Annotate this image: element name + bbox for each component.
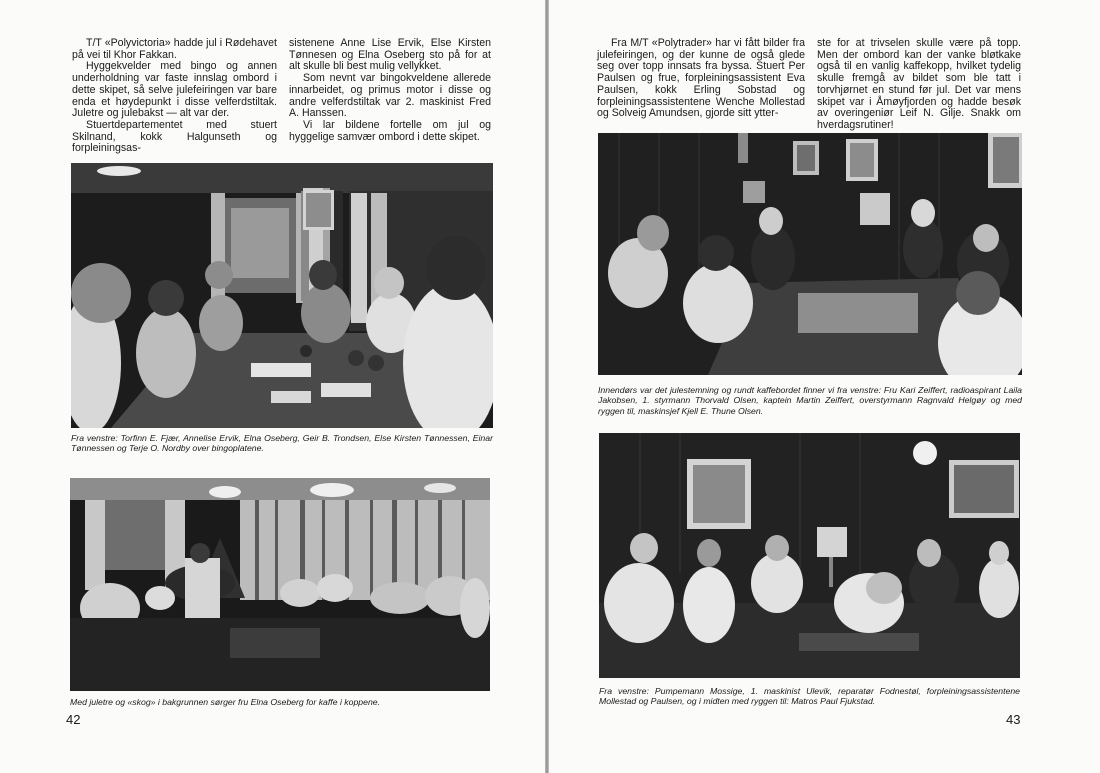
paragraph: Hyggekvelder med bingo og annen underholdning var faste innslag ombord i dette skipet, så selve julefeiringen var bare enda et høydepunkt i disse velferdstiltak. Juletre og julebakst — alt var der. [72,60,277,120]
page-number: 43 [1006,712,1021,727]
left-caption-2: Med juletre og «skog» i bakgrunnen sørger fru Elna Oseberg for kaffe i koppene. [70,697,381,707]
left-text-column-2 [289,38,491,143]
right-caption-1: Innendørs var det julestemning og rundt kaffebordet finner vi fra venstre: Fru Kari Zeiffert, radioaspirant Laila Jakobsen, 1. styrmann Thorvald Olsen, kaptein Martin Zeiffert, overstyrmann Ragnvald Helgøy og med ryggen til, maskinsjef Kjell E. Thune Olsen. [598,385,1022,416]
right-text-column-1 [597,38,805,120]
photo-bingo-table [71,163,493,428]
paragraph: Som nevnt var bingokveldene allerede innarbeidet, og primus motor i disse og andre velferdstiltak var 2. maskinist Fred A. Hanssen. [289,72,491,120]
photo-lounge-officers [599,433,1020,678]
page-number: 42 [66,712,81,727]
paragraph: Fra M/T «Polytrader» har vi fått bilder fra julefeiringen, og der kunne de også glede seg over topp innsats fra byssa. Stuert Per Paulsen og frue, forpleiningsassistent Eva Paulsen, kokk Erling Sobstad og forpleiningsassistentene Wenche Mollestad og Solveig Amundsen, gjorde sitt ytter- [597,37,805,120]
paragraph: Vi lar bildene fortelle om jul og hyggelige samvær ombord i dette skipet. [289,118,491,143]
paragraph: ste for at trivselen skulle være på topp. Men der ombord kan der vanke bløtkake også til en vanlig kaffekopp, hvilket tydelig skulle fremgå av bildet som ble tatt i torvhjørnet en stund før jul. Det var mens skipet var i Åmøyfjorden og hadde besøk av overingeniør Leif N. Gilje. Snakk om hverdagsrutiner! [817,37,1021,131]
right-page [549,0,1100,773]
photo-christmas-tree-forest [70,478,490,691]
paragraph: Stuertdepartementet med stuert Skilnand, kokk Halgunseth og forpleiningsas- [72,118,277,155]
left-text-column-1 [72,38,277,155]
right-caption-2: Fra venstre: Pumpemann Mossige, 1. maskinist Ulevik, reparatør Fodnestøl, forpleiningsassistentene Mollestad og Paulsen, og i midten med ryggen til: Matros Paul Fjukstad. [599,686,1020,707]
left-caption-1: Fra venstre: Torfinn E. Fjær, Annelise Ervik, Elna Oseberg, Geir B. Trondsen, Else Kirsten Tønnessen, Einar Tønnessen og Terje O. Nordby over bingoplatene. [71,433,493,454]
paragraph: sistenene Anne Lise Ervik, Else Kirsten Tønnesen og Elna Oseberg sto på for at alt skulle bli best mulig vellykket. [289,37,491,73]
photo-coffee-table [598,133,1022,375]
right-text-column-2 [817,38,1021,132]
left-page [0,0,545,773]
paragraph: T/T «Polyvictoria» hadde jul i Rødehavet på vei til Khor Fakkan. [72,37,277,61]
